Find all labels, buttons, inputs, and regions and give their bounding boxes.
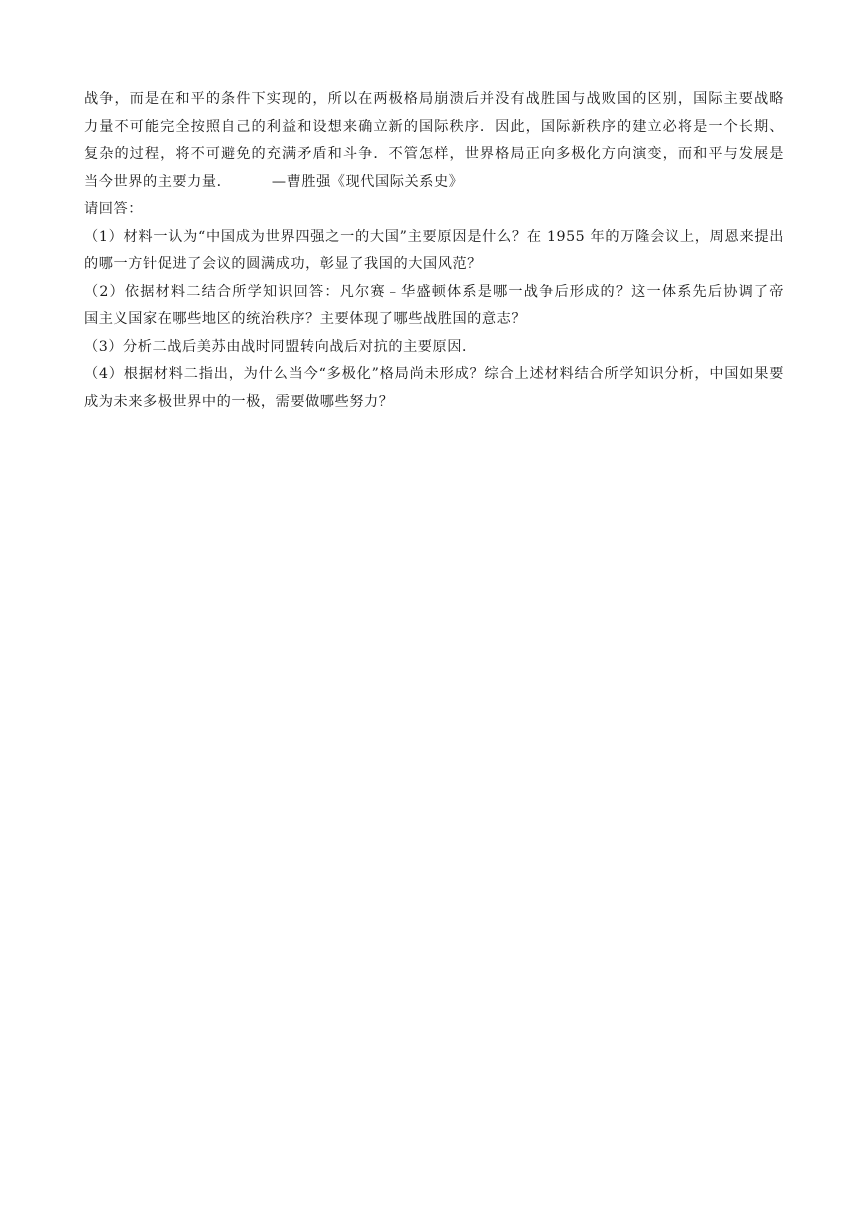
question-line: 成为未来多极世界中的一极，需要做哪些努力？ (84, 393, 394, 410)
source-citation-line: 当今世界的主要力量． —曹胜强《现代国际关系史》 (84, 173, 464, 190)
paragraph-line: 力量不可能完全按照自己的利益和设想来确立新的国际秩序．因此，国际新秩序的建立必将是一个长期、 (84, 118, 784, 135)
question-line: （2）依据材料二结合所学知识回答：凡尔赛﹣华盛顿体系是哪一战争后形成的？这一体系先后协调了帝 (84, 283, 784, 300)
material-two-continuation (84, 86, 784, 196)
question-line: 国主义国家在哪些地区的统治秩序？主要体现了哪些战胜国的意志？ (84, 311, 527, 327)
answer-prompt: 请回答： (84, 201, 143, 217)
question-4 (84, 361, 784, 416)
question-2 (84, 279, 784, 334)
document-body (84, 86, 784, 416)
question-1 (84, 224, 784, 279)
question-line: 的哪一方针促进了会议的圆满成功，彰显了我国的大国风范？ (84, 256, 482, 272)
paragraph-line: 战争，而是在和平的条件下实现的，所以在两极格局崩溃后并没有战胜国与战败国的区别，国际主要战略 (84, 91, 784, 107)
question-line: （4）根据材料二指出，为什么当今“多极化”格局尚未形成？综合上述材料结合所学知识分析，中国如果要 (84, 366, 784, 382)
paragraph-line: 复杂的过程，将不可避免的充满矛盾和斗争．不管怎样，世界格局正向多极化方向演变，而和平与发展是 (84, 146, 784, 162)
question-3 (84, 334, 784, 362)
question-line: （1）材料一认为“中国成为世界四强之一的大国”主要原因是什么？在 1955 年的万隆会议上，周恩来提出 (84, 228, 784, 245)
question-line: （3）分析二战后美苏由战时同盟转向战后对抗的主要原因． (84, 338, 477, 355)
